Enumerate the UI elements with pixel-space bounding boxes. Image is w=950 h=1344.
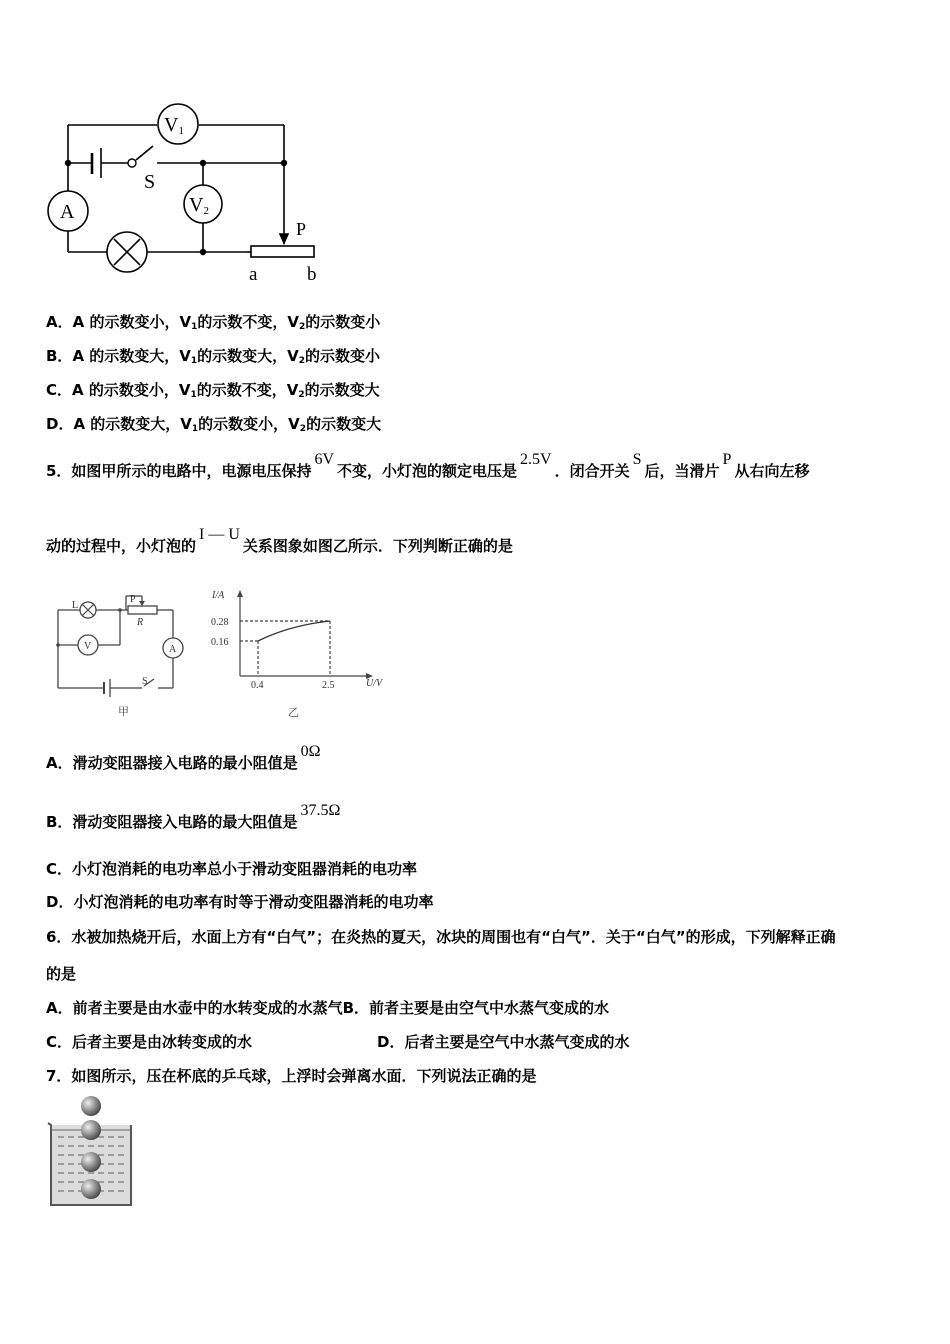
q6-stem-line1: 6．水被加热烧开后，水面上方有“白气”；在炎热的夏天，冰块的周围也有“白气”．关于“白气”的形成，下列解释正确 [46,928,836,946]
voltmeter-label: V [84,641,92,652]
q4-option-c: C．A 的示数变小，$V_1$的示数不变，$V_2$的示数变大 [46,381,380,400]
q6-option-c: C．后者主要是由冰转变成的水 [46,1033,253,1051]
graph-y2: 0.16 [211,637,229,648]
q4-option-d: D．A 的示数变大，$V_1$的示数变小，$V_2$的示数变大 [46,415,382,434]
v2-sub: 2 [203,205,209,217]
caption-jia: 甲 [118,706,129,718]
q6-stem-line2: 的是 [46,965,77,983]
graph-x2: 2.5 [322,680,335,691]
slider-p-label: P [130,594,136,605]
slider-label: P [296,219,307,239]
q4-option-b: B．A 的示数变大，$V_1$的示数变大，$V_2$的示数变小 [46,347,381,366]
graph-y1: 0.28 [211,617,229,628]
q5-option-b: B．滑动变阻器接入电路的最大阻值是37.5Ω [46,802,341,831]
q5-circuit-diagram [50,588,190,722]
q5-iu-graph [208,586,388,722]
q6-option-d: D．后者主要是空气中水蒸气变成的水 [377,1033,630,1051]
lamp-label: L [72,600,79,611]
caption-yi: 乙 [288,707,299,719]
q7-beaker-figure [44,1093,140,1211]
q5-option-d: D．小灯泡消耗的电功率有时等于滑动变阻器消耗的电功率 [46,893,434,911]
end-b-label: b [307,264,317,285]
graph-xlabel: U/V [366,678,383,689]
v2-label: V [189,194,204,216]
q5-option-c: C．小灯泡消耗的电功率总小于滑动变阻器消耗的电功率 [46,860,418,878]
graph-x1: 0.4 [251,680,264,691]
end-a-label: a [249,264,258,285]
resistor-label: R [137,617,144,628]
q5-stem-line1: 5．如图甲所示的电路中，电源电压保持6V不变，小灯泡的额定电压是2.5V．闭合开关S后，当滑片P从右向左移 [46,451,810,480]
q5-stem-line2: 动的过程中，小灯泡的I — U关系图象如图乙所示．下列判断正确的是 [46,526,513,555]
graph-ylabel: I/A [212,590,225,601]
q7-stem: 7．如图所示，压在杯底的乒乓球，上浮时会弹离水面．下列说法正确的是 [46,1067,537,1085]
ammeter-label-q5: A [169,644,177,655]
q4-option-a: A．A 的示数变小，$V_1$的示数不变，$V_2$的示数变小 [46,313,381,332]
switch-s-label: S [142,676,148,687]
q6-option-ab: A．前者主要是由水壶中的水转变成的水蒸气B．前者主要是由空气中水蒸气变成的水 [46,999,610,1017]
ammeter-label: A [60,201,75,223]
v1-sub: 1 [178,125,184,137]
v1-label: V [164,114,179,136]
q5-option-a: A．滑动变阻器接入电路的最小阻值是0Ω [46,743,321,772]
switch-label: S [144,171,156,193]
q4-circuit-diagram [44,96,344,288]
